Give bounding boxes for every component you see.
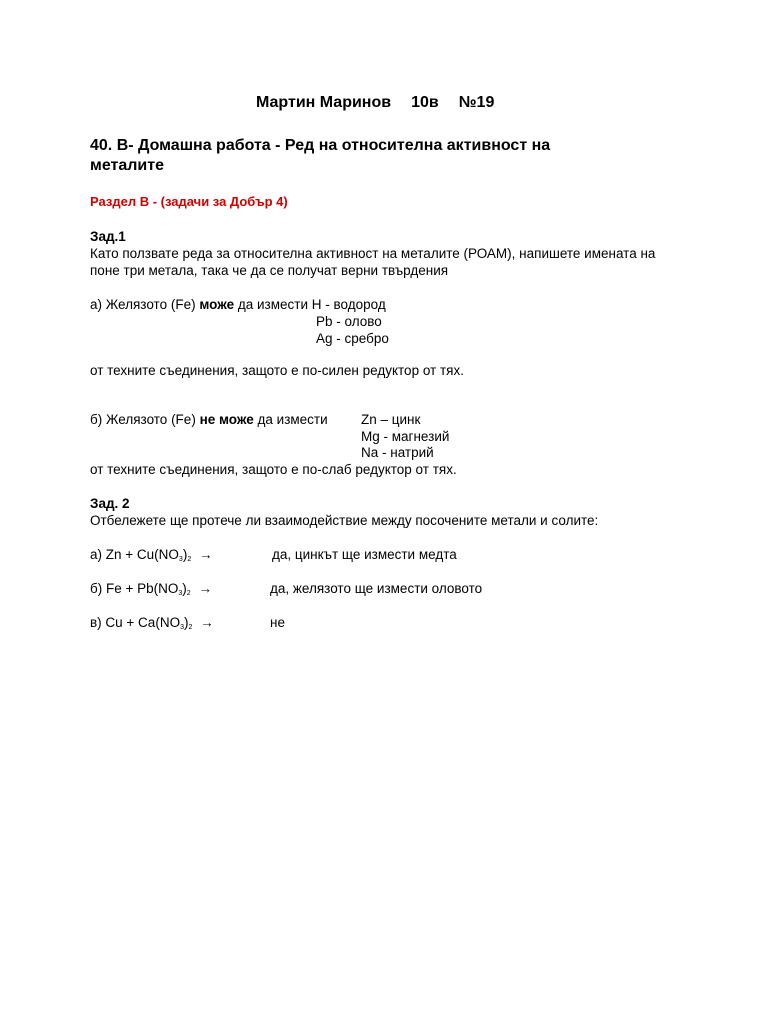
reaction-a-arrow: → [198,547,213,562]
student-header [256,94,494,112]
task1-statement-a [90,296,386,313]
reaction-b-sub-1: 3 [178,590,183,597]
reaction-c-formula: в) Cu + Ca(NO [90,615,181,630]
reaction-c-answer: не [270,615,285,630]
assignment-title [90,136,550,176]
reaction-b-paren: ) [182,581,187,596]
statement-b-item-3: Na - натрий [361,445,434,460]
statement-a-item-3: Ag - сребро [316,331,389,346]
reaction-b-arrow: → [198,581,212,596]
section-heading: Раздел В - (задачи за Добър 4) [90,194,288,209]
reaction-a-answer: да, цинкът ще измести медта [272,547,457,562]
task2-heading: Зад. 2 [90,496,130,511]
title-line-1: 40. В- Домашна работа - Ред на относителна активност на [90,137,551,154]
statement-b-suffix: да измести [253,412,328,427]
reaction-a-formula: а) Zn + Cu(NO [90,547,179,562]
title-line-2: металите [90,157,164,174]
reaction-c-sub-1: 3 [180,624,184,631]
statement-a-prefix: а) Желязото (Fe) [90,297,200,312]
student-class: 10в [411,94,439,111]
task1-intro-line-1: Като ползвате реда за относителна активност на металите (РОАМ), напишете имената на [90,246,656,261]
reaction-b-formula: б) Fe + Pb(NO [90,581,179,596]
statement-a-item-2: Pb - олово [316,314,382,329]
statement-a-emphasis: може [199,297,235,312]
task2-intro: Отбележете ще протече ли взаимодействие между посочените метали и солите: [90,513,599,528]
task1-intro-line-2: поне три метала, така че да се получат верни твърдения [90,263,449,278]
statement-a-conclusion: от техните съединения, защото е по-силен редуктор от тях. [90,363,464,378]
reaction-c-paren: ) [183,615,189,630]
reaction-c-sub-2: 2 [188,624,193,631]
reaction-c-arrow: → [200,615,214,630]
task1-statement-b [90,411,328,428]
reaction-b-sub-2: 2 [186,590,191,597]
reaction-a-sub-2: 2 [187,556,192,563]
statement-b-emphasis: не може [199,412,254,427]
statement-b-prefix: б) Желязото (Fe) [90,412,200,427]
reaction-a-paren: ) [182,547,188,562]
student-name: Мартин Маринов [256,94,392,111]
reaction-a [90,546,212,568]
reaction-c [90,614,214,636]
statement-a-suffix: да измести H - водород [234,297,386,312]
reaction-b-answer: да, желязото ще измести оловото [270,581,483,596]
student-number: №19 [458,94,495,111]
statement-b-item-1: Zn – цинк [361,412,421,427]
statement-b-conclusion: от техните съединения, защото е по-слаб редуктор от тях. [90,462,457,477]
task1-heading: Зад.1 [90,229,126,244]
reaction-b [90,580,212,602]
statement-b-item-2: Mg - магнезий [361,429,450,444]
reaction-a-sub-1: 3 [178,556,183,563]
